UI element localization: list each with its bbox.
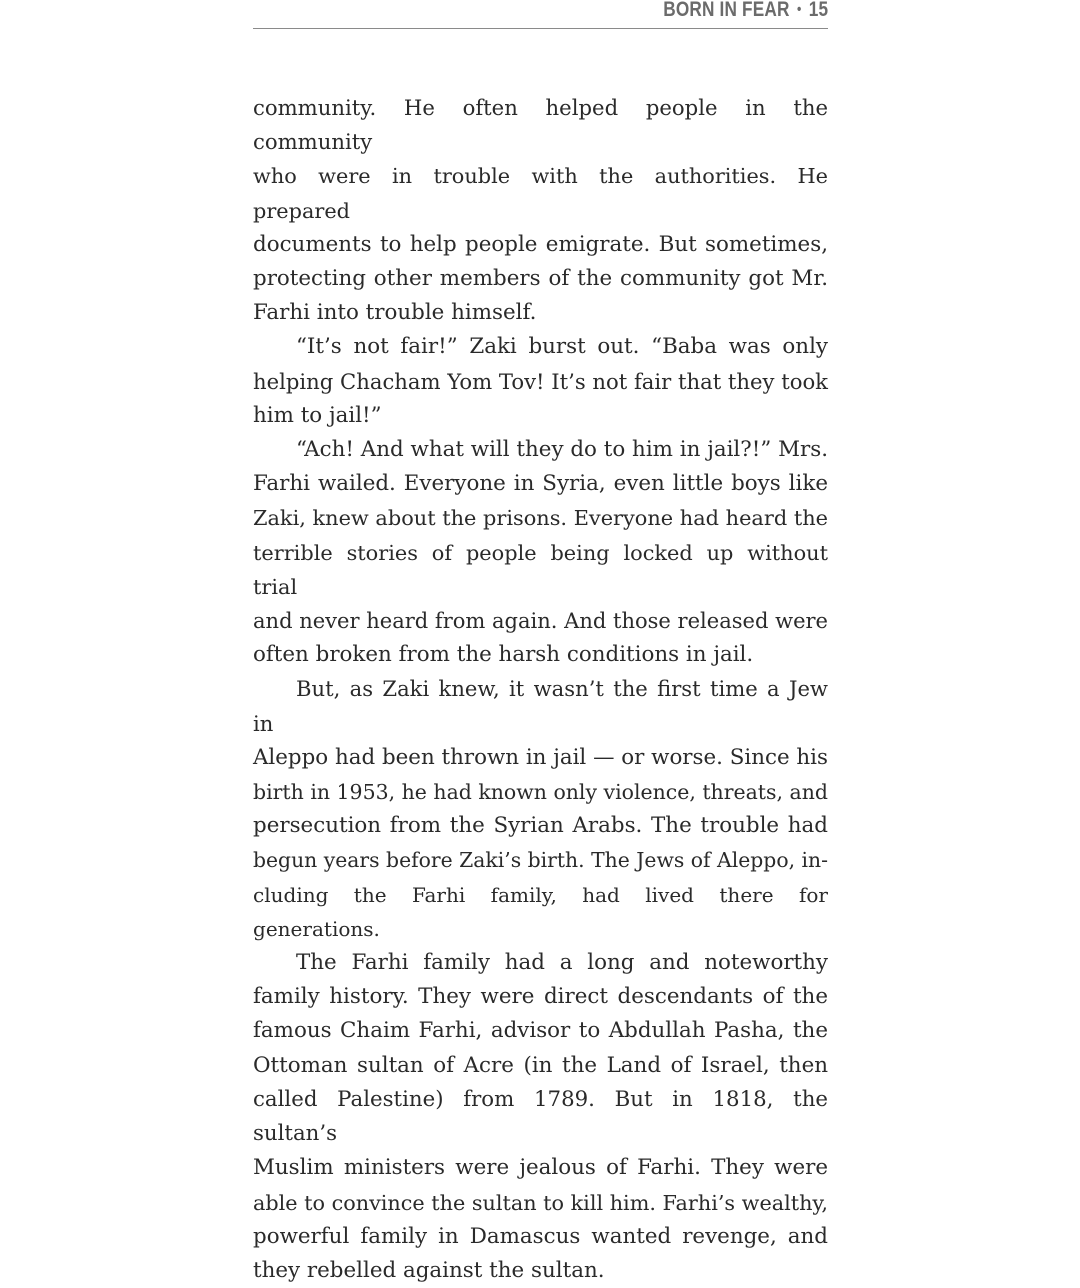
body-text	[253, 91, 828, 1288]
text-line: family history. They were direct descendants of the	[253, 984, 828, 1010]
text-line: powerful family in Damascus wanted revenge, and	[253, 1223, 828, 1249]
paragraph-5	[253, 946, 828, 1288]
text-line: Muslim ministers were jealous of Farhi. They were	[253, 1155, 828, 1181]
book-title: BORN IN FEAR	[662, 0, 790, 21]
text-line: community. He often helped people in the community	[253, 95, 828, 155]
text-line: Farhi into trouble himself.	[253, 300, 537, 326]
text-line: begun years before Zaki’s birth. The Jews of Aleppo, in-	[253, 848, 828, 873]
text-line: who were in trouble with the authorities. He prepared	[253, 164, 828, 223]
text-line: able to convince the sultan to kill him. Farhi’s wealthy,	[253, 1190, 828, 1215]
text-line: called Palestine) from 1789. But in 1818, the sultan’s	[253, 1086, 828, 1147]
text-line: and never heard from again. And those released were	[253, 608, 828, 634]
running-head	[253, 0, 828, 29]
text-line: persecution from the Syrian Arabs. The trouble had	[253, 813, 828, 839]
paragraph-3	[253, 433, 828, 672]
running-head-text	[663, 0, 828, 22]
text-line: Zaki, knew about the prisons. Everyone had heard the	[253, 506, 828, 531]
text-line: Aleppo had been thrown in jail — or worse. Since his	[253, 744, 828, 770]
text-line: But, as Zaki knew, it wasn’t the first time a Jew in	[253, 676, 828, 736]
paragraph-1	[253, 91, 828, 330]
text-line: often broken from the harsh conditions in jail.	[253, 642, 754, 668]
paragraph-2	[253, 330, 828, 433]
text-line: protecting other members of the community got Mr.	[253, 266, 828, 292]
page-number: 15	[808, 0, 828, 21]
text-line: famous Chaim Farhi, advisor to Abdullah Pasha, the	[253, 1018, 828, 1044]
text-line: helping Chacham Yom Tov! It’s not fair that they took	[253, 368, 828, 394]
text-line: “Ach! And what will they do to him in jail?!” Mrs.	[296, 437, 828, 463]
text-line: they rebelled against the sultan.	[253, 1257, 605, 1283]
text-line: “It’s not fair!” Zaki burst out. “Baba was only	[296, 334, 828, 360]
text-line: him to jail!”	[253, 402, 382, 428]
paragraph-4	[253, 672, 828, 946]
text-line: cluding the Farhi family, had lived there for generations.	[253, 882, 828, 941]
text-line: Farhi wailed. Everyone in Syria, even little boys like	[253, 471, 828, 497]
text-line: terrible stories of people being locked up without trial	[253, 540, 828, 599]
text-line: Ottoman sultan of Acre (in the Land of Israel, then	[253, 1052, 828, 1078]
separator-bullet: •	[796, 1, 802, 18]
text-line: birth in 1953, he had known only violence, threats, and	[253, 780, 828, 805]
text-line: The Farhi family had a long and noteworthy	[296, 950, 828, 976]
text-line: documents to help people emigrate. But sometimes,	[253, 231, 828, 257]
